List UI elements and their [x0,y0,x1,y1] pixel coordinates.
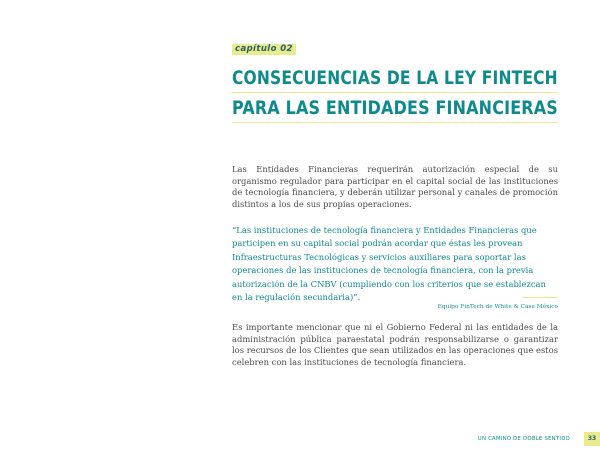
title-line-2: PARA LAS ENTIDADES FINANCIERAS [232,98,558,119]
page-number: 33 [584,432,600,446]
title-underline-2 [232,122,558,123]
footer-running-title: UN CAMINO DE DOBLE SENTIDO [477,436,570,442]
closing-paragraph: Es importante mencionar que ni el Gobierno Federal ni las entidades de la administración pública paraestatal podrán responsabilizarse o garantizar los recursos de los Clientes que sean utilizados en las operaciones que estos celebren con las instituciones de tecnología financiera. [232,322,558,367]
title-underline-1 [232,92,558,93]
quote-attribution: Equipo FinTech de White & Case México [437,304,558,310]
chapter-label: capítulo 02 [232,44,296,55]
title-line-1: CONSECUENCIAS DE LA LEY FINTECH [232,68,558,89]
intro-paragraph: Las Entidades Financieras requerirán autorización especial de su organismo regulador para participar en el capital social de las instituciones de tecnología financiera, y deberán utilizar personal y canales de promoción distintos a los de sus propias operaciones. [232,164,558,209]
pull-quote: “Las instituciones de tecnología financiera y Entidades Financieras que participen en su capital social podrán acordar que éstas les provean Infraestructuras Tecnológicas y servicios auxiliares para soportar las operaciones de las instituciones de tecnología financiera, con la previa autorización de la CNBV (cumpliendo con los criterios que se establezcan en la regulación secundaria)”. [232,225,546,303]
quote-divider [522,297,558,298]
